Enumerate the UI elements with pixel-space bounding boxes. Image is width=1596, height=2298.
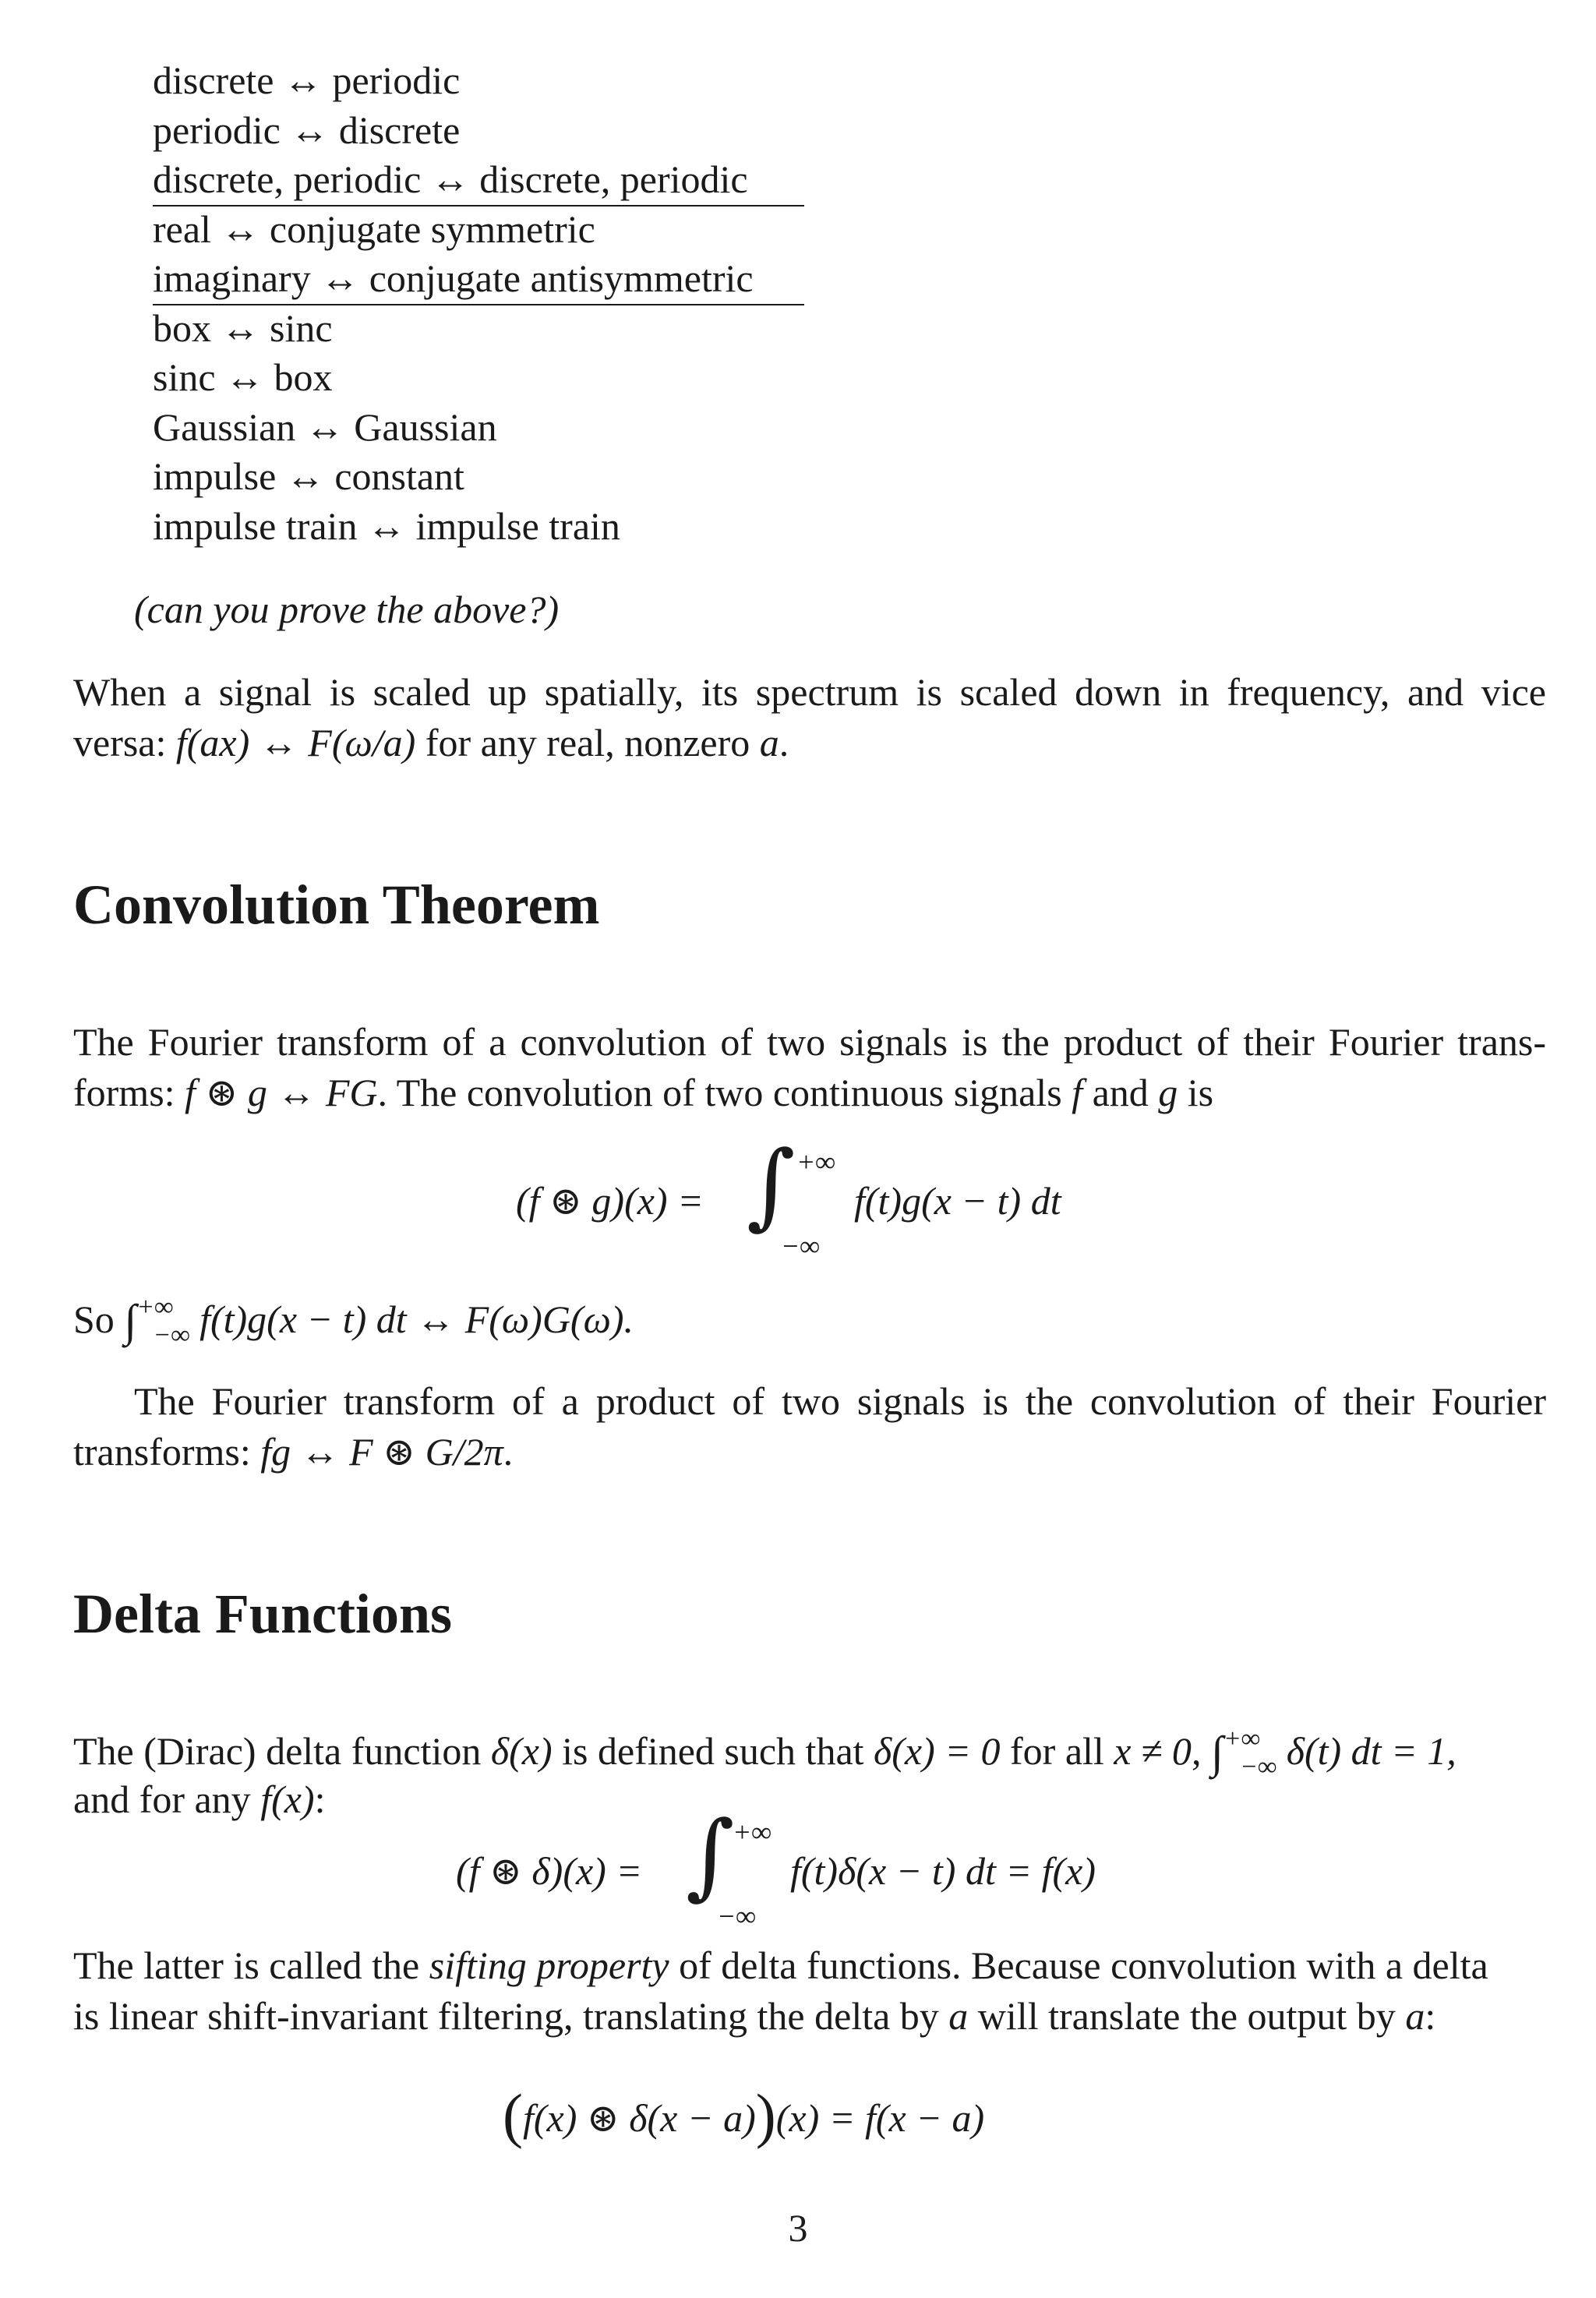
section-heading-delta: Delta Functions xyxy=(73,1583,452,1645)
pair-row: real ↔ conjugate symmetric xyxy=(153,207,595,251)
integral-sign: ∫ xyxy=(686,1802,735,1910)
pair-row: discrete ↔ periodic xyxy=(153,58,461,102)
transform-pairs-table xyxy=(153,56,754,551)
prove-note: (can you prove the above?) xyxy=(134,588,560,631)
table-divider xyxy=(153,304,804,305)
scaling-line-2: versa: f(ax) ↔ F(ω/a) for any real, nonzero a. xyxy=(73,721,789,764)
integral-lower-limit: −∞ xyxy=(781,1230,820,1262)
translation-equation: (f(x) ⊛ δ(x − a))(x) = f(x − a) xyxy=(503,2081,985,2149)
pair-row: sinc ↔ box xyxy=(153,355,333,399)
pair-row: box ↔ sinc xyxy=(153,305,333,350)
integral-upper-limit: +∞ xyxy=(733,1816,772,1848)
page-number: 3 xyxy=(788,2206,808,2250)
product-para-line-2: transforms: fg ↔ F ⊛ G/2π. xyxy=(73,1430,514,1474)
product-para-line-1: The Fourier transform of a product of two signals is the convolution of their Fourier xyxy=(134,1379,1546,1423)
integral-sign: ∫ xyxy=(747,1131,796,1240)
delta-definition-line-2: and for any f(x): xyxy=(73,1777,326,1821)
sifting-para-line-1: The latter is called the sifting property of delta functions. Because convolution with a delta xyxy=(73,1943,1488,1987)
pair-row: Gaussian ↔ Gaussian xyxy=(153,404,497,449)
equation-lhs: (f ⊛ g)(x) = xyxy=(516,1179,704,1223)
pair-row: periodic ↔ discrete xyxy=(153,108,461,152)
pair-row: discrete, periodic ↔ discrete, periodic xyxy=(153,157,748,201)
pair-row: imaginary ↔ conjugate antisymmetric xyxy=(153,256,754,300)
scaling-line-1: When a signal is scaled up spatially, its spectrum is scaled down in frequency, and vice xyxy=(73,670,1546,714)
pair-row: impulse ↔ constant xyxy=(153,454,464,498)
section-heading-convolution: Convolution Theorem xyxy=(73,874,600,936)
delta-definition-line-1: The (Dirac) delta function δ(x) is defined such that δ(x) = 0 for all x ≠ 0, $\int^{+\infty}_{-\infty}$ δ(t) dt = 1, xyxy=(73,1724,1457,1781)
convolution-para-line-1: The Fourier transform of a convolution of two signals is the product of their Fourier trans- xyxy=(73,1020,1546,1064)
pair-row: impulse train ↔ impulse train xyxy=(153,503,620,548)
integral-upper-limit: +∞ xyxy=(796,1146,835,1177)
equation-integrand: f(t)δ(x − t) dt = f(x) xyxy=(790,1849,1096,1893)
equation-lhs: (f ⊛ δ)(x) = xyxy=(456,1849,643,1893)
sifting-para-line-2: is linear shift-invariant filtering, translating the delta by a will translate the output by a: xyxy=(73,1994,1436,2038)
convolution-para-line-2: forms: f ⊛ g ↔ FG. The convolution of two continuous signals f and g is xyxy=(73,1071,1214,1114)
integral-lower-limit: −∞ xyxy=(717,1901,756,1932)
so-line: So $\int^{+\infty}_{-\infty}$ f(t)g(x − t) dt ↔ F(ω)G(ω). xyxy=(73,1293,634,1350)
table-divider xyxy=(153,205,804,207)
equation-integrand: f(t)g(x − t) dt xyxy=(854,1179,1061,1223)
